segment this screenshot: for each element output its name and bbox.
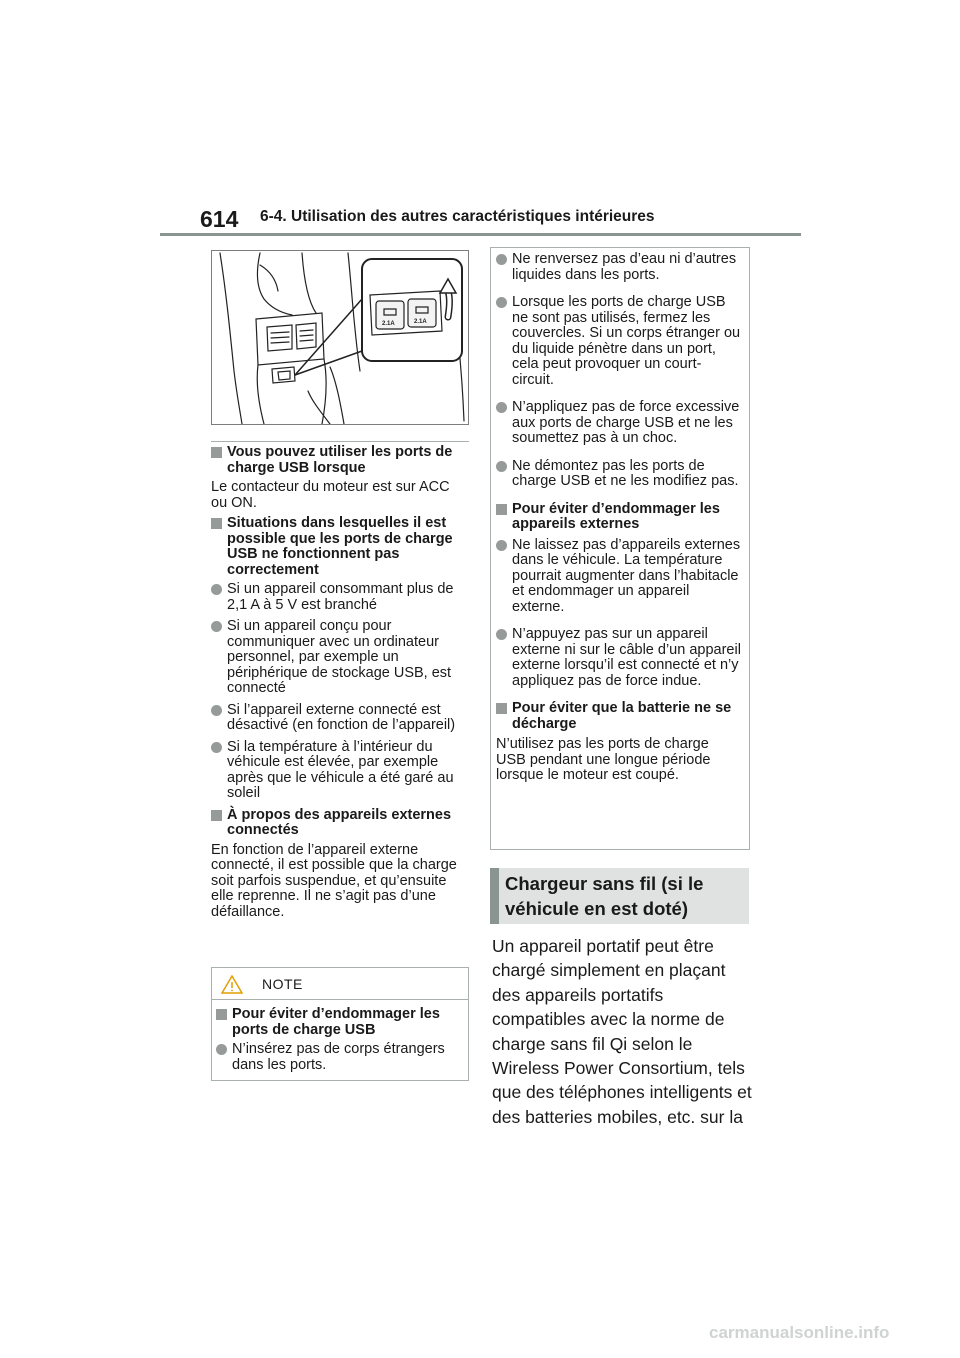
note-continuation-body bbox=[491, 248, 749, 784]
list-item-text: Ne laissez pas d’appareils externes dans le véhicule. La température pourrait augmenter dans l’habitacle et endommager un appareil externe. bbox=[512, 536, 741, 615]
section-heading-bar bbox=[490, 868, 499, 924]
subheading bbox=[211, 445, 469, 476]
list-item bbox=[211, 619, 469, 697]
section-body-text: Un appareil portatif peut être chargé simplement en plaçant des appareils portatifs compatibles avec la norme de charge sans fil Qi selon le Wireless Power Consortium, tels que des téléphones intelligents et des batteries mobiles, etc. sur la bbox=[492, 936, 752, 1127]
list-item bbox=[496, 400, 741, 447]
list-item bbox=[211, 740, 469, 802]
round-bullet-icon bbox=[496, 402, 507, 413]
paragraph: Le contacteur du moteur est sur ACC ou ON. bbox=[211, 479, 450, 511]
list-item-text: Si un appareil consommant plus de 2,1 A à 5 V est branché bbox=[227, 581, 454, 613]
round-bullet-icon bbox=[211, 705, 222, 716]
paragraph: N’utilisez pas les ports de charge USB pendant une longue période lorsque le moteur est coupé. bbox=[496, 736, 711, 783]
port-label-right: 2.1A bbox=[414, 319, 427, 325]
subheading bbox=[496, 502, 741, 533]
subheading-text: À propos des appareils externes connectés bbox=[227, 806, 452, 838]
note-body bbox=[212, 1000, 468, 1073]
subheading bbox=[211, 516, 469, 578]
usb-ports-figure bbox=[211, 250, 469, 425]
port-label-left: 2.1A bbox=[382, 321, 395, 327]
list-item-text: N’insérez pas de corps étrangers dans les ports. bbox=[232, 1041, 445, 1073]
round-bullet-icon bbox=[496, 297, 507, 308]
square-bullet-icon bbox=[211, 518, 222, 529]
round-bullet-icon bbox=[496, 461, 507, 472]
note-continuation-box bbox=[490, 247, 750, 850]
square-bullet-icon bbox=[216, 1009, 227, 1020]
page-number: 614 bbox=[200, 206, 239, 232]
running-header: 6-4. Utilisation des autres caractéristiques intérieures bbox=[260, 208, 655, 225]
list-item-text: Ne démontez pas les ports de charge USB et ne les modifiez pas. bbox=[512, 457, 739, 489]
square-bullet-icon bbox=[211, 447, 222, 458]
list-item bbox=[211, 582, 469, 613]
section-heading bbox=[490, 868, 749, 924]
list-item bbox=[496, 627, 741, 689]
usb-ports-illustration bbox=[212, 251, 468, 424]
list-item bbox=[496, 459, 741, 490]
round-bullet-icon bbox=[211, 621, 222, 632]
subheading-text: Pour éviter d’endommager les appareils externes bbox=[512, 500, 720, 532]
round-bullet-icon bbox=[216, 1044, 227, 1055]
footer-watermark: carmanualsonline.info bbox=[709, 1323, 890, 1342]
list-item-text: N’appuyez pas sur un appareil externe ni sur le câble d’un appareil externe lorsqu’il est connecté et n’y appliquez pas de force indue. bbox=[512, 626, 741, 689]
list-item bbox=[216, 1042, 460, 1073]
list-item-text: Si la température à l’intérieur du véhicule est élevée, par exemple après que le véhicule a été garé au soleil bbox=[227, 738, 454, 801]
round-bullet-icon bbox=[496, 540, 507, 551]
subheading bbox=[211, 808, 469, 839]
subheading-text: Pour éviter d’endommager les ports de charge USB bbox=[232, 1006, 440, 1038]
round-bullet-icon bbox=[211, 742, 222, 753]
list-item bbox=[496, 295, 741, 388]
subheading-text: Pour éviter que la batterie ne se décharge bbox=[512, 700, 732, 732]
list-item bbox=[496, 252, 741, 283]
list-item-text: Si l’appareil externe connecté est désactivé (en fonction de l’appareil) bbox=[227, 701, 456, 733]
subheading-text: Situations dans lesquelles il est possible que les ports de charge USB ne fonctionnent pas correctement bbox=[227, 515, 453, 578]
round-bullet-icon bbox=[496, 629, 507, 640]
left-column bbox=[211, 441, 469, 925]
list-item-text: Si un appareil conçu pour communiquer avec un ordinateur personnel, par exemple un périphérique de stockage USB, est connecté bbox=[227, 618, 452, 696]
round-bullet-icon bbox=[211, 584, 222, 595]
note-box bbox=[211, 967, 469, 1081]
list-item-text: Ne renversez pas d’eau ni d’autres liquides dans les ports. bbox=[512, 251, 737, 283]
note-header bbox=[212, 968, 468, 1000]
list-item bbox=[211, 703, 469, 734]
square-bullet-icon bbox=[211, 810, 222, 821]
round-bullet-icon bbox=[496, 254, 507, 265]
header-rule bbox=[160, 233, 801, 236]
subheading bbox=[496, 701, 741, 732]
section-rule bbox=[211, 441, 469, 442]
list-item-text: N’appliquez pas de force excessive aux ports de charge USB et ne les soumettez pas à un choc. bbox=[512, 399, 740, 446]
square-bullet-icon bbox=[496, 504, 507, 515]
list-item bbox=[496, 538, 741, 616]
list-item-text: Lorsque les ports de charge USB ne sont pas utilisés, fermez les couvercles. Si un corps étranger ou du liquide pénètre dans un port, cela peut provoquer un court-circuit. bbox=[512, 294, 741, 388]
square-bullet-icon bbox=[496, 703, 507, 714]
subheading-text: Vous pouvez utiliser les ports de charge USB lorsque bbox=[227, 444, 453, 476]
warning-icon bbox=[221, 975, 243, 994]
section-heading-text: Chargeur sans fil (si le véhicule en est doté) bbox=[505, 873, 704, 919]
note-label: NOTE bbox=[262, 976, 303, 992]
subheading bbox=[216, 1007, 460, 1038]
paragraph: En fonction de l’appareil externe connecté, il est possible que la charge soit parfois suspendue, et qu’ensuite elle reprenne. Il ne s’agit pas d’une défaillance. bbox=[211, 841, 457, 920]
